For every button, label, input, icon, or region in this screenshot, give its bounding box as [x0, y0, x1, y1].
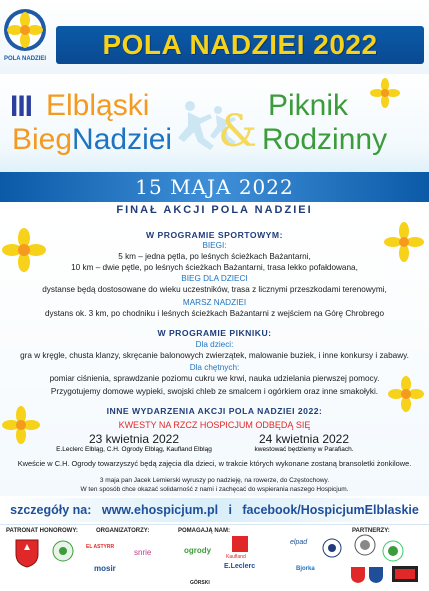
partner-seal-icon — [322, 538, 342, 558]
bieg-dzieci-text: dystanse będą dostosowane do wieku uczestników, trasa z licznymi przeszkodami terenowymi, — [42, 285, 387, 294]
biegi-label: BIEGI: — [202, 241, 227, 250]
kwesty-heading: KWESTY NA RZCZ HOSPICJUM ODBĘDĄ SIĘ — [118, 420, 311, 430]
facebook-link[interactable]: facebook/HospicjumElblaskie — [242, 503, 419, 517]
piknik-title-line1: Piknik — [268, 89, 349, 122]
daffodil-icon — [370, 78, 400, 108]
pola-nadziei-logo — [2, 4, 48, 68]
kwesta-date-1: 23 kwietnia 2022 — [88, 432, 180, 446]
details-links — [0, 500, 429, 520]
marsz-label: MARSZ NADZIEI — [182, 298, 247, 307]
inne-heading: INNE WYDARZENIA AKCJI POLA NADZIEI 2022: — [106, 406, 323, 416]
piknik-dzieci-text: gra w kręgle, chusta klanzy, skręcanie balonowych zwierzątek, malowanie buziek, i inne konkursy i zabawy. — [20, 351, 409, 360]
marsz-text: dystans ok. 3 km, po chodniku i leśnych ścieżkach Bażantarni z wejściem na Górę Chrobrego — [44, 309, 385, 318]
sponsor-elpad: elpad — [290, 539, 308, 546]
organizatorzy-label: ORGANIZATORZY: — [96, 528, 150, 534]
partner-seal-icon — [382, 540, 404, 562]
event-date: 15 MAJA 2022 — [135, 175, 294, 199]
kwesta-place-2: kwestować będziemy w Parafiach. — [254, 446, 354, 453]
bieg-word: Bieg — [12, 123, 73, 156]
pomagaja-label: POMAGAJĄ NAM: — [178, 528, 230, 534]
sport-heading: W PROGRAMIE SPORTOWYM: — [146, 230, 283, 240]
partnerzy-label: PARTNERZY: — [352, 528, 390, 534]
sponsor-ogrody: ogrody — [184, 546, 212, 555]
sponsor-snrie: snrie — [134, 548, 152, 557]
piknik-chetni-text: pomiar ciśnienia, sprawdzanie poziomu cukru we krwi, nauka udzielania pierwszej pomocy. — [49, 374, 380, 383]
note-line2: W ten sposób chce okazać solidarność z nami i zachęcać do wspierania naszego Hospicjum. — [80, 486, 349, 493]
piknik-title-line2: Rodzinny — [262, 123, 388, 156]
sponsor-mosir: mosir — [94, 564, 116, 573]
crest-icon — [350, 566, 366, 584]
crest-icon — [368, 566, 384, 584]
kwesty-text: Kweście w C.H. Ogrody towarzyszyć będą zajęcia dla dzieci, w trakcie których wykonane zostaną bransoletki żonkilowe. — [17, 459, 412, 468]
partner-seal-icon — [354, 534, 376, 556]
website-link[interactable]: www.ehospicjum.pl — [101, 503, 219, 517]
kaufland-logo — [232, 536, 248, 552]
page-title: POLA NADZIEI 2022 — [102, 29, 378, 60]
partner-seal-icon — [52, 540, 74, 562]
piknik-dzieci-label: Dla dzieci: — [195, 340, 234, 349]
svg-text:POLA NADZIEI: POLA NADZIEI — [3, 56, 47, 62]
bieg-title-line2 — [12, 124, 172, 156]
sponsor-bjorka: Bjorka — [296, 566, 315, 572]
patronat-label: PATRONAT HONOROWY: — [6, 528, 78, 534]
piknik-chetni-label: Dla chętnych: — [189, 363, 240, 372]
sponsor-kaufland: Kaufland — [226, 554, 246, 560]
links-separator: i — [228, 503, 232, 517]
note-line1: 3 maja pan Jacek Lemierski wyruszy po nadzieję, na rowerze, do Częstochowy. — [99, 477, 330, 484]
piknik-heading: W PROGRAMIE PIKNIKU: — [157, 328, 272, 338]
sponsor-leclerc: E.Leclerc — [224, 563, 256, 570]
bieg-dzieci-label: BIEG DLA DZIECI — [181, 274, 248, 283]
biegi-line1: 5 km – jedna pętla, po leśnych ścieżkach Bażantarni, — [118, 252, 311, 261]
bieg-title-line1: Elbląski — [46, 89, 150, 122]
city-crest-icon — [14, 538, 40, 568]
nadziei-word: Nadziei — [72, 123, 173, 156]
bieg-roman-numeral: III — [10, 90, 33, 123]
sponsor-elastyrr: EL ASTYRR — [86, 544, 115, 550]
kwesta-place-1: E.Leclerc Elbląg, C.H. Ogrody Elbląg, Kaufland Elbląg — [56, 446, 212, 453]
partner-logo-icon — [392, 566, 418, 582]
biegi-line2: 10 km – dwie pętle, po leśnych ścieżkach Bażantarni, trasa lekko pofałdowana, — [71, 263, 358, 272]
piknik-przysmaki-text: Przygotujemy domowe wypieki, swojski chleb ze smalcem i ogórkiem oraz inne smakołyki. — [50, 387, 379, 396]
details-label: szczegóły na: — [10, 503, 92, 517]
sponsor-gorski: GÓRSKI — [190, 580, 210, 586]
ampersand: & — [218, 106, 258, 157]
kwesta-date-2: 24 kwietnia 2022 — [258, 432, 350, 446]
event-subtitle: FINAŁ AKCJI POLA NADZIEI — [116, 204, 313, 216]
